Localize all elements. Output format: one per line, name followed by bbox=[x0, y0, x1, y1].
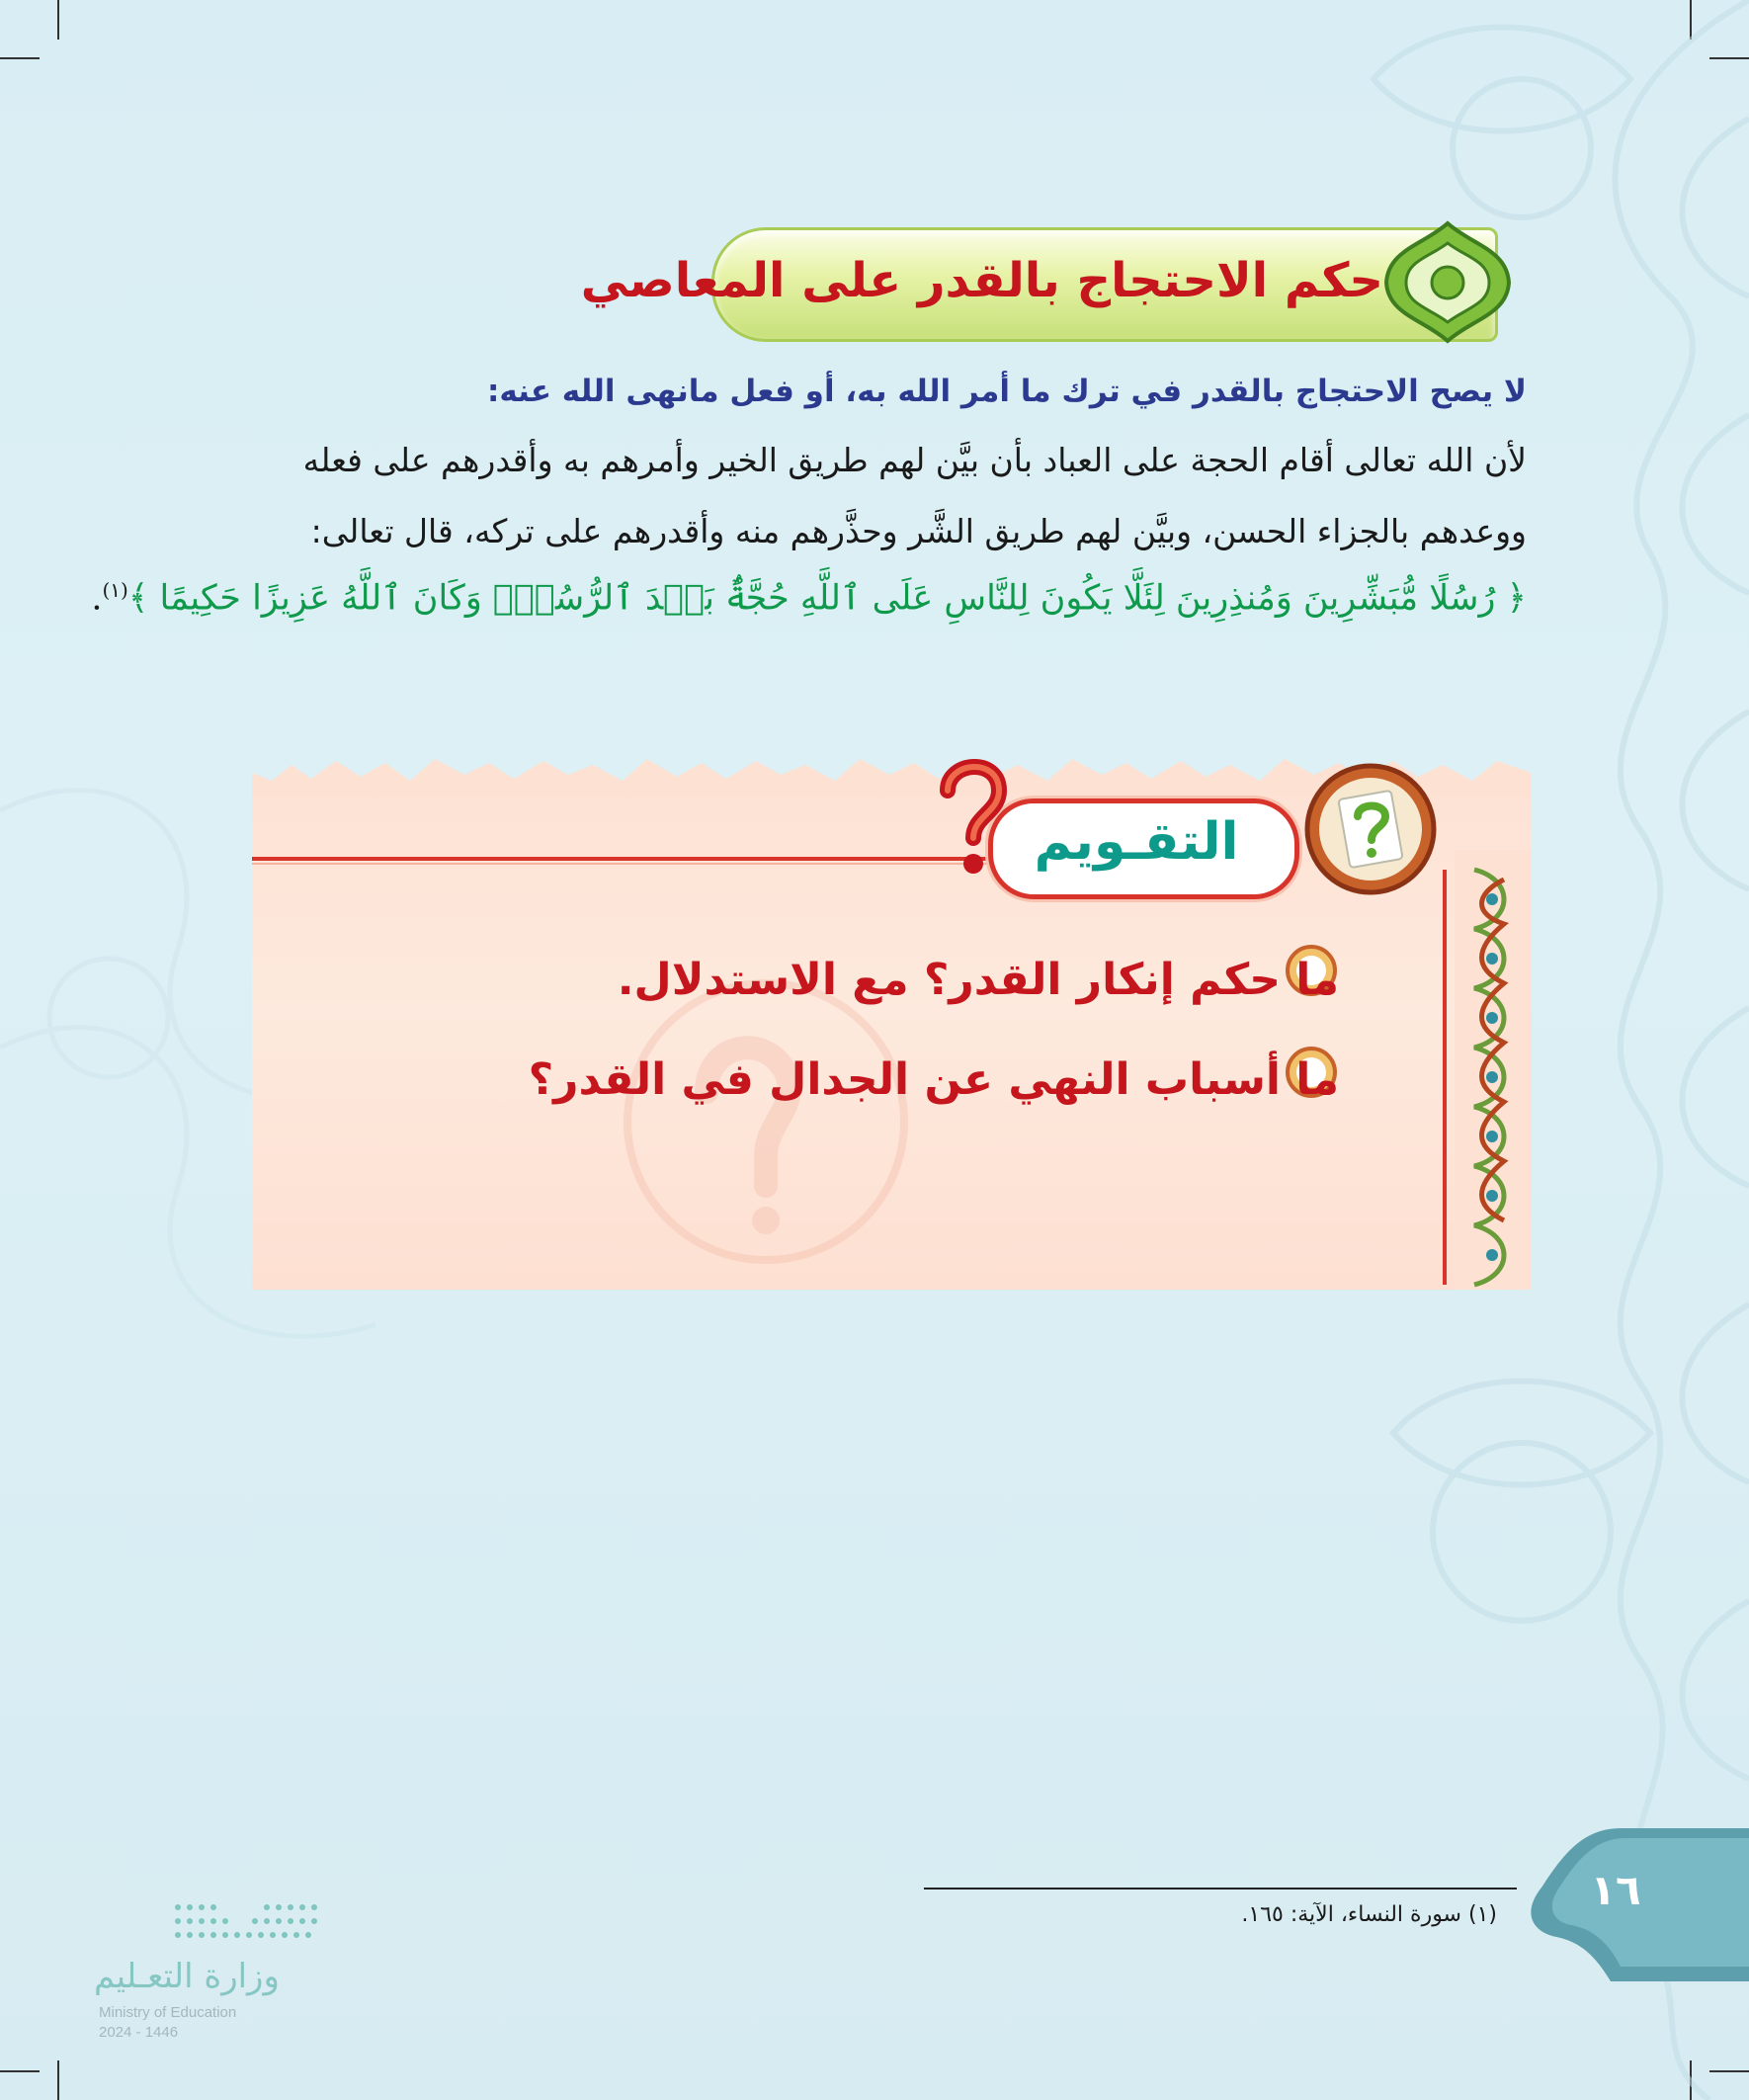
crop-mark bbox=[57, 2060, 59, 2100]
verse-text: رُسُلًا مُّبَشِّرِينَ وَمُنذِرِينَ لِئَلَّا يَكُونَ لِلنَّاسِ عَلَى ٱللَّهِ حُجَّةٌۢ بَعۡدَ ٱلرُّسُلِۚ وَكَانَ ٱللَّهُ عَزِيزًا حَكِيمًا bbox=[159, 578, 1496, 619]
edition-year: 2024 - 1446 bbox=[99, 2024, 179, 2041]
question-2: ما أسباب النهي عن الجدال في القدر؟ bbox=[528, 1054, 1339, 1105]
crop-mark bbox=[57, 0, 59, 40]
paragraph-line: لأن الله تعالى أقام الحجة على العباد بأن بيَّن لهم طريق الخير وأمرهم به وأقدرهم على فعله bbox=[302, 441, 1527, 479]
page-number: ١٦ bbox=[1590, 1866, 1641, 1914]
ministry-name-arabic: وزارة التعـليم bbox=[94, 1957, 280, 1996]
verse-open-bracket: ﴿ bbox=[1506, 578, 1527, 619]
crop-mark bbox=[0, 57, 40, 59]
section-divider bbox=[252, 857, 1023, 861]
lead-statement: لا يصح الاحتجاج بالقدر في ترك ما أمر الله به، أو فعل مانهى الله عنه: bbox=[486, 374, 1527, 409]
verse-close-bracket: ﴾ bbox=[127, 578, 149, 619]
paragraph-line: ووعدهم بالجزاء الحسن، وبيَّن لهم طريق الشَّر وحذَّرهم منه وأقدرهم على تركه، قال تعالى: bbox=[310, 512, 1527, 550]
question-1: ما حكم إنكار القدر؟ مع الاستدلال. bbox=[617, 955, 1339, 1005]
ministry-name-english: Ministry of Education bbox=[99, 2004, 237, 2021]
footnote-reference: (١) bbox=[102, 578, 128, 602]
verse-end-mark: . bbox=[91, 578, 103, 619]
assessment-heading: التقـويم bbox=[1034, 812, 1239, 872]
question-mark-icon bbox=[934, 751, 1013, 880]
assessment-badge-icon bbox=[1302, 761, 1439, 897]
section-divider bbox=[1443, 870, 1447, 1285]
footnote: (١) سورة النساء، الآية: ١٦٥. bbox=[1241, 1902, 1497, 1927]
section-divider bbox=[252, 863, 1023, 865]
ministry-logo-icon bbox=[168, 1899, 326, 1944]
quran-verse bbox=[91, 578, 1527, 619]
flower-icon bbox=[1378, 215, 1517, 349]
footnote-divider bbox=[924, 1888, 1517, 1890]
question-watermark bbox=[618, 973, 914, 1270]
decorative-border bbox=[1455, 850, 1532, 1290]
crop-mark bbox=[0, 2070, 40, 2072]
page-title: حكم الاحتجاج بالقدر على المعاصي bbox=[580, 253, 1383, 308]
